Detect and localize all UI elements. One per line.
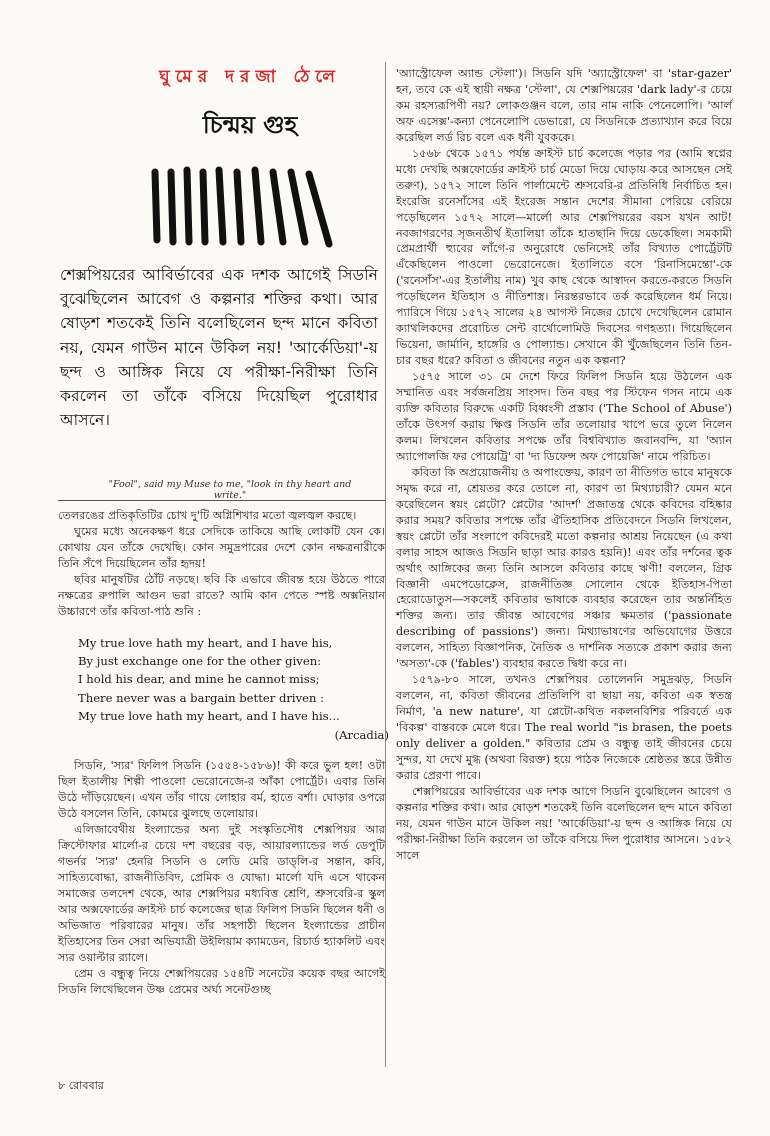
left-column [58,508,389,998]
right-column [396,66,732,864]
paragraph: সিডনি, 'স্যর' ফিলিপ সিডনি (১৫৫৪-১৫৮৬)! কী করে ভুল হল! ওটা ছিল ইতালীয় শিল্পী পাওলো ভেরোনেজে-র আঁকা পোর্ট্রেট। এবার তিনি উঠে দাঁড়িয়েছেন। এখন তাঁর গায়ে লোহার বর্ম, হাতে বর্শা। ঘোড়ার ওপরে উঠে বসলেন তিনি, কোমরে ঝুলছে তলোয়ার। [58,759,385,821]
paragraph: শেক্সপিয়রের আবির্ভাবের এক দশক আগে সিডনি বুঝেছিলেন আবেগ ও কল্পনার শক্তির কথা। আর ষোড়শ শতকেই তিনি বলেছিলেন ছন্দ মানে কবিতা নয়, যেমন গাউন মানে উকিল নয়! 'আর্কেডিয়া'-য় ছন্দ ও আঙ্গিক নিয়ে যে পরীক্ষা-নিরীক্ষা তিনি করলেন তা তাঁকে বসিয়ে দিল পুরোধার আসনে। ১৫৮২ সালে [396,784,732,862]
illustration-caption: "Fool", said my Muse to me, "look in thy heart and write." [108,479,352,501]
stroke-5 [219,170,223,242]
stroke-9 [291,172,305,242]
section-divider [58,500,386,501]
stroke-3 [187,170,189,242]
brush-stroke-illustration [145,162,355,252]
paragraph: কবিতা কি অপ্রয়োজনীয় ও অপাংক্তেয়, কারণ তা নীতিগত ভাবে মানুষকে সমৃদ্ধ করে না, শ্রেয়তর করে তোলে না, কারণ তা মিথ্যাচারী? যেমন মনে করেছিলেন স্বয়ং প্লেটো? প্লেটোর 'আদর্শ' প্রজাতন্ত্র থেকে কবিদের বহিষ্কার করার সময়? কবিতার সপক্ষে তাঁর ঐতিহাসিক প্রতিবেদনে সিডনি লিখলেন, স্বয়ং প্লেটো তাঁর সংলাপে কবিদেরই মতো কল্পনার আশ্রয় নিয়েছেন (এ কথা বলার সাহস আজও সিডনি ছাড়া আর কারও হয়নি)! এবং তাঁর দর্শনের ত্বক অর্থাৎ আঙ্গিকের জন্য তিনি আসলে কবিতার কাছে ঋণী! বললেন, গ্রিক বিজ্ঞানী এমপেডোক্লেস, রাজনীতিজ্ঞ সোলোন থেকে ইতিহাস-পিতা হেরোডোতুস—সকলেই কবিতার ভাষাকে ব্যবহার করেছেন তার অন্তর্নিহিত শক্তির জন্য। তার জীবন্ত আবেগের সঞ্চার ক্ষমতার ('passionate describing of passions') জন্য। মিথ্যাভাষণের অভিযোগের উত্তরে বললেন, সাহিত্য বিজ্ঞাপনিক, নৈতিক ও দার্শনিক সত্যকে প্রকাশ করার জন্য 'অসত্য'-কে ('fables') ব্যবহার করতে দ্বিধা করে না। [396,465,732,671]
poem-excerpt [78,634,389,745]
poem-line: By just exchange one for the other given: [78,653,322,668]
paragraph: ১৫৭৯-৮০ সালে, তখনও শেক্সপিয়র তোলেননি সমুদ্রঝড়, সিডনি বললেন, না, কবিতা জীবনের প্রতিলিপি বা ছায়া নয়, কবিতা এক স্বতন্ত্র নির্মাণ, 'a new nature', যা প্লেটো-কথিত নকলনবিশির পরিবর্তে এক 'বিকল্প' বাস্তবকে মেলে ধরে। The real world "is brasen, the poets only deliver a golden." কবিতার প্রেম ও বন্ধুত্ব তাই জীবনের চেয়ে সুন্দর, যা দেখে মুগ্ধ (অথবা বিরক্ত) হয়ে পাঠক নিজেকে শ্রেষ্ঠতর স্তরে উন্নীত করার প্রেরণা পাবে। [396,673,732,782]
paragraph: ১৫৬৮ থেকে ১৫৭১ পর্যন্ত ক্রাইস্ট চার্চ কলেজে পড়ার পর (আমি স্বপ্নের মধ্যে দেখছি অক্সফোর্ডের ক্রাইস্ট চার্চ মেডো দিয়ে ঘোড়ায় করে আসছেন সেই তরুণ), ১৫৭২ সালে তিনি পার্লামেন্টে শ্রুসবেরি-র প্রতিনিধি নির্বাচিত হন। ইংরেজি রনেসাঁসের এই ইংরেজ সন্তান দেশের সীমানা পেরিয়ে বেরিয়ে পড়েছিলেন ১৫৭২ সালে—মার্লো আর শেক্সপিয়রের বয়স যখন আট! নবজাগরণের সৃজনতীর্থ ইতালিয়া তাঁকে হাতছানি দিয়ে ডেকেছিল। সমকামী প্রেমপ্রার্থী হ্যুবের লাঁগে-র অনুরোধে ভেনিসেই তাঁর বিখ্যাত পোর্ট্রেটটি এঁকেছিলেন পাওলো ভেরোনেজে। ইতালিতে বসে 'রিনাসিমেন্তো'-কে ('রনেসাঁস'-এর ইতালীয় নাম) খুব কাছ থেকে আস্বাদন করতে-করতে সিডনি পড়েছিলেন ইতিহাস ও নীতিশাস্ত্র। নিরন্তরভাবে তর্ক করেছিলেন ধর্ম নিয়ে। প্যারিসে গিয়ে ১৫৭২ সালের ২৪ আগস্ট নিজের চোখে দেখেছিলেন রোমান ক্যাথলিকদের প্ররোচিত সেন্ট বার্থোলোমিউ দিবসের গণহত্যা। গিয়েছিলেন ভিয়েনা, জার্মানি, হাঙ্গেরি ও পোল্যান্ড। সেখানে কী খুঁজেছিলেন তিনি তিন-চার বছর ধরে? কবিতা ও জীবনের নতুন এক কল্পনা? [396,146,732,368]
stroke-10 [309,174,329,244]
page-folio: ৮ রোববার [58,1079,104,1092]
poem-line: My true love hath my heart, and I have his, [78,635,333,650]
stroke-7 [255,170,261,242]
series-kicker: ঘুমের দরজা ঠেলে [159,67,341,87]
column-divider [385,62,386,1067]
paragraph: ছবির মানুষটির ঠোঁট নড়ছে। ছবি কি এভাবে জীবন্ত হয়ে উঠতে পারে নক্ষত্রের রুপালি আগুন ভরা রাতে? আমি কান পেতে স্পষ্ট অক্সনিয়ান উচ্চারণে তাঁর কবিতা-পাঠ শুনি : [58,572,385,618]
paragraph: তেলরঙের প্রতিকৃতিটির চোখ দু'টি অগ্নিশিখার মতো জ্বলজ্বল করছে। [58,509,357,522]
stroke-2 [171,172,173,242]
stroke-1 [155,172,157,240]
paragraph: এলিজাবেথীয় ইংল্যান্ডের অন্য দুই সংস্কৃতিসৌধ শেক্সপিয়র আর ক্রিস্টোফার মার্লো-র চেয়ে দশ বছরের বড়, আয়ারল্যান্ডের লর্ড ডেপুটি গভর্নর 'স্যর' হেনরি সিডনি ও লেডি মেরি ডাড্‌লি-র সন্তান, কবি, সাহিত্যবোদ্ধা, রাজনীতিবিদ, প্রেমিক ও যোদ্ধা। মার্লো যদি এসে থাকেন সমাজের তলদেশ থেকে, আর শেক্সপিয়র মধ্যবিত্ত শ্রেণি, শ্রুসবেরি-র স্কুল আর অক্সফোর্ডের ক্রাইস্ট চার্চ কলেজের ছাত্র ফিলিপ সিডনি ছিলেন ধনী ও অভিজাত পরিবারের মানুষ। তাঁর সহপাঠী ছিলেন ইংল্যান্ডের প্রাচীন ইতিহাসের তিন সেরা অভিযাত্রী উইলিয়াম ক্যামডেন, রিচার্ড হ্যাকলিট এবং স্যর ওয়াল্টার র‍্যালে। [58,823,385,964]
paragraph: 'অ্যাস্ট্রোফেল অ্যান্ড স্টেলা')। সিডনি যদি 'অ্যাস্ট্রোফেল' বা 'star-gazer' হন, তবে কে এই স্থায়ী নক্ষত্র 'স্টেলা', যে শেক্সপিয়রের 'dark lady'-র চেয়ে কম রহস্যরূপিণী নয়? লোকগুঞ্জন বলে, তার নাম নাকি পেনেলোপি। 'আর্ল অফ এসেক্স'-কন্যা পেনেলোপি ডেভারো, যে সিডনিকে প্রত্যাখ্যান করে বিয়ে করেছিল লর্ড রিচ বলে এক ধনী যুবককে। [396,67,732,144]
poem-line: I hold his dear, and mine he cannot miss; [78,672,320,687]
stroke-4 [203,172,205,242]
stroke-8 [273,172,283,242]
poem-line: There never was a bargain better driven : [78,690,325,705]
poem-source: (Arcadia) [334,728,389,743]
paragraph: ১৫৭৫ সালে ৩১ মে দেশে ফিরে ফিলিপ সিডনি হয়ে উঠলেন এক সম্মানিত এবং সর্বজনপ্রিয় সাংসদ। তিন বছর পর স্টিফেন গসন নামে এক ব্যক্তি কবিতার বিরুদ্ধে একটি বিধ্বংসী প্রস্তাব ('The School of Abuse') তাঁকে উৎসর্গ করায় ক্ষিপ্ত সিডনি তাঁর তলোয়ার খাপে ভরে তুলে নিলেন কলম। লিখলেন কবিতার সপক্ষে তাঁর বিশ্ববিখ্যাত জবানবন্দি, যা 'অ্যান অ্যাপোলজি ফর পোয়েট্রি' বা 'দ্য ডিফেন্স অফ পোয়েজি' নামে পরিচিত। [396,370,732,463]
stroke-6 [237,172,241,242]
paragraph: ঘুমের মধ্যে অনেকক্ষণ ধরে সেদিকে তাকিয়ে আছি লোকটি যেন কে। কোথায় যেন তাঁকে দেখেছি। কোন সমুদ্রপারের দেশে কোন নক্ষত্রনারীকে তিনি সঁপে দিয়েছিলেন তাঁর হৃদয়! [58,524,385,570]
paragraph: প্রেম ও বন্ধুত্ব নিয়ে শেক্সপিয়রের ১৫৪টি সনেটের কয়েক বছর আগেই সিডনি লিখেছিলেন উষ্ণ প্রেমের অর্ঘ্য সনেটগুচ্ছ [58,966,385,996]
poem-line: My true love hath my heart, and I have his... [78,708,340,723]
author-byline: চিন্ময় গুহ [202,110,298,139]
pull-quote: শেক্সপিয়রের আবির্ভাবের এক দশক আগেই সিডনি বুঝেছিলেন আবেগ ও কল্পনার শক্তির কথা। আর ষোড়শ শতকেই তিনি বলেছিলেন ছন্দ মানে কবিতা নয়, যেমন গাউন মানে উকিল নয়! 'আর্কেডিয়া'-য় ছন্দ ও আঙ্গিক নিয়ে যে পরীক্ষা-নিরীক্ষা তিনি করলেন তা তাঁকে বসিয়ে দিয়েছিল পুরোধার আসনে। [60,265,378,430]
